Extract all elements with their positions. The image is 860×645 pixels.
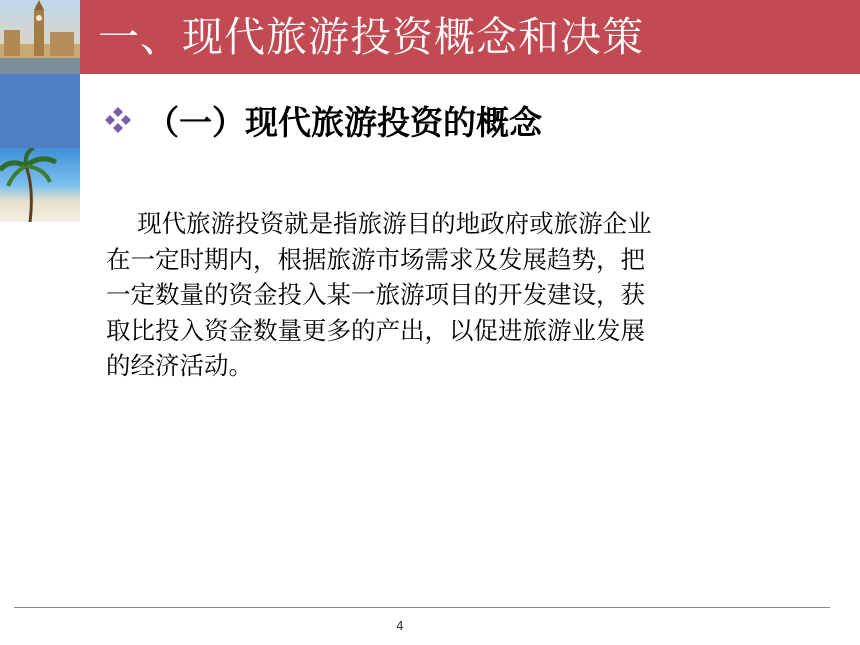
four-diamond-bullet-icon (104, 106, 132, 134)
subtitle-row (104, 96, 542, 144)
body-line: 现代旅游投资就是指旅游目的地政府或旅游企业 (106, 209, 652, 238)
body-line: 一定数量的资金投入某一旅游项目的开发建设，获 (106, 280, 645, 309)
london-skyline-image (0, 0, 80, 74)
side-color-block (0, 74, 80, 148)
slide-title: 一、现代旅游投资概念和决策 (98, 13, 644, 61)
beach-palm-image (0, 148, 80, 222)
body-line: 在一定时期内，根据旅游市场需求及发展趋势，把 (106, 244, 645, 274)
body-line: 的经济活动。 (106, 351, 253, 380)
body-line: 取比投入资金数量更多的产出，以促进旅游业发展 (106, 315, 645, 345)
page-number: 4 (396, 619, 404, 633)
section-subtitle: （一）现代旅游投资的概念 (146, 102, 542, 142)
footer-divider (14, 607, 830, 608)
body-paragraph (106, 206, 746, 384)
